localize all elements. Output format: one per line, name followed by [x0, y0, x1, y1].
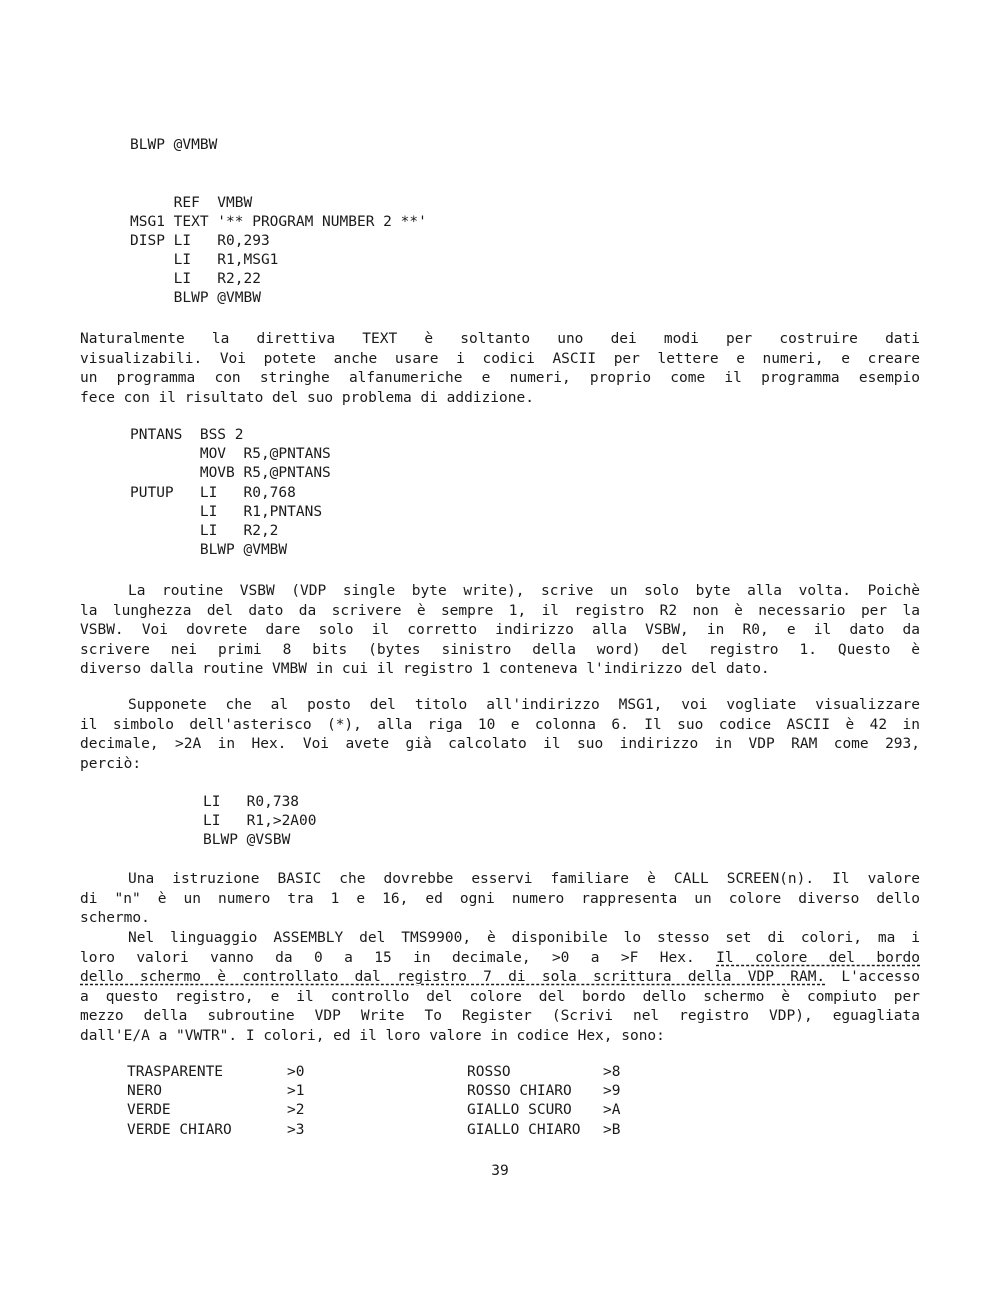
text-line-mixed	[80, 968, 920, 988]
color-hex: >1	[287, 1083, 305, 1099]
color-name: ROSSO CHIARO	[467, 1083, 572, 1099]
code-line: LI R1,MSG1	[130, 252, 279, 268]
text-segment: loro valori vanno da 0 a 15 in decimale, >0 a >F Hex.	[80, 949, 717, 966]
underlined-text: dello schermo è controllato dal registro 7 di sola scrittura della VDP RAM.	[80, 969, 826, 985]
top-code-line: BLWP @VMBW	[130, 137, 218, 153]
color-hex: >8	[603, 1064, 621, 1080]
color-name: VERDE	[127, 1102, 171, 1118]
color-name: TRASPARENTE	[127, 1064, 224, 1080]
color-hex: >0	[287, 1064, 305, 1080]
code-line: LI R2,22	[130, 271, 261, 287]
color-hex: >9	[603, 1083, 621, 1099]
text-line: mezzo della subroutine VDP Write To Register (Scrivi nel registro VDP), eguagliata	[80, 1008, 920, 1024]
page-number: 39	[491, 1163, 509, 1179]
text-line: decimale, >2A in Hex. Voi avete già calcolato il suo indirizzo in VDP RAM come 293,	[80, 736, 920, 752]
color-name: VERDE CHIARO	[127, 1122, 232, 1138]
paragraph-2	[80, 582, 920, 680]
text-line: La routine VSBW (VDP single byte write), scrive un solo byte alla volta. Poichè	[128, 583, 920, 599]
text-line: di "n" è un numero tra 1 e 16, ed ogni numero rappresenta un colore diverso dello	[80, 890, 920, 907]
text-line-mixed	[80, 949, 920, 969]
paragraph-1	[80, 330, 920, 408]
text-line: a questo registro, e il controllo del colore del bordo dello schermo è compiuto per	[80, 988, 920, 1005]
color-hex: >B	[603, 1122, 621, 1138]
paragraph-4	[80, 870, 920, 929]
paragraph-3	[80, 696, 920, 774]
code-line: DISP LI R0,293	[130, 233, 270, 249]
text-line: la lunghezza del dato da scrivere è sempre 1, il registro R2 non è necessario per la	[80, 602, 920, 619]
text-line: schermo.	[80, 910, 150, 926]
code-line: MSG1 TEXT '** PROGRAM NUMBER 2 **'	[130, 214, 427, 230]
text-line: perciò:	[80, 755, 142, 772]
text-line: il simbolo dell'asterisco (*), alla riga 10 e colonna 6. Il suo codice ASCII è 42 in	[80, 716, 920, 733]
text-line: scrivere nei primi 8 bits (bytes sinistro della word) del registro 1. Questo è	[80, 641, 920, 658]
code-line: BLWP @VMBW	[130, 542, 288, 558]
code-line: PNTANS BSS 2	[130, 427, 244, 443]
text-line: diverso dalla routine VMBW in cui il registro 1 conteneva l'indirizzo del dato.	[80, 661, 770, 677]
text-line: VSBW. Voi dovrete dare solo il corretto indirizzo alla VSBW, in R0, e il dato da	[80, 622, 920, 638]
code-line: PUTUP LI R0,768	[130, 485, 296, 501]
text-line: Naturalmente la direttiva TEXT è soltanto uno dei modi per costruire dati	[80, 331, 920, 347]
code-line: LI R0,738	[203, 794, 300, 810]
code-line: MOVB R5,@PNTANS	[130, 465, 331, 481]
color-name: NERO	[127, 1083, 162, 1099]
text-line: un programma con stringhe alfanumeriche e numeri, proprio come il programma esempio	[80, 370, 920, 386]
text-line: dall'E/A a "VWTR". I colori, ed il loro valore in codice Hex, sono:	[80, 1027, 665, 1044]
color-hex: >A	[603, 1102, 621, 1118]
color-name: ROSSO	[467, 1064, 511, 1080]
text-line: Supponete che al posto del titolo all'indirizzo MSG1, voi vogliate visualizzare	[128, 697, 920, 713]
color-hex: >3	[287, 1122, 305, 1138]
text-line: fece con il risultato del suo problema di addizione.	[80, 389, 534, 406]
text-line: visualizabili. Voi potete anche usare i codici ASCII per lettere e numeri, e creare	[80, 350, 920, 367]
code-line: LI R1,PNTANS	[130, 504, 323, 520]
code-line: BLWP @VSBW	[203, 832, 291, 848]
text-line: Una istruzione BASIC che dovrebbe esservi familiare è CALL SCREEN(n). Il valore	[128, 871, 920, 887]
text-segment: L'accesso	[825, 969, 920, 985]
text-line: Nel linguaggio ASSEMBLY del TMS9900, è disponibile lo stesso set di colori, ma i	[128, 930, 920, 946]
underlined-text: Il colore del bordo	[716, 949, 920, 966]
color-hex: >2	[287, 1102, 305, 1118]
code-line: LI R1,>2A00	[203, 813, 317, 829]
color-name: GIALLO SCURO	[467, 1102, 572, 1118]
code-line: BLWP @VMBW	[130, 290, 261, 306]
code-line: LI R2,2	[130, 523, 279, 539]
code-line: MOV R5,@PNTANS	[130, 446, 331, 462]
color-name: GIALLO CHIARO	[467, 1122, 581, 1138]
code-line: REF VMBW	[130, 195, 253, 211]
paragraph-5	[80, 929, 920, 1046]
